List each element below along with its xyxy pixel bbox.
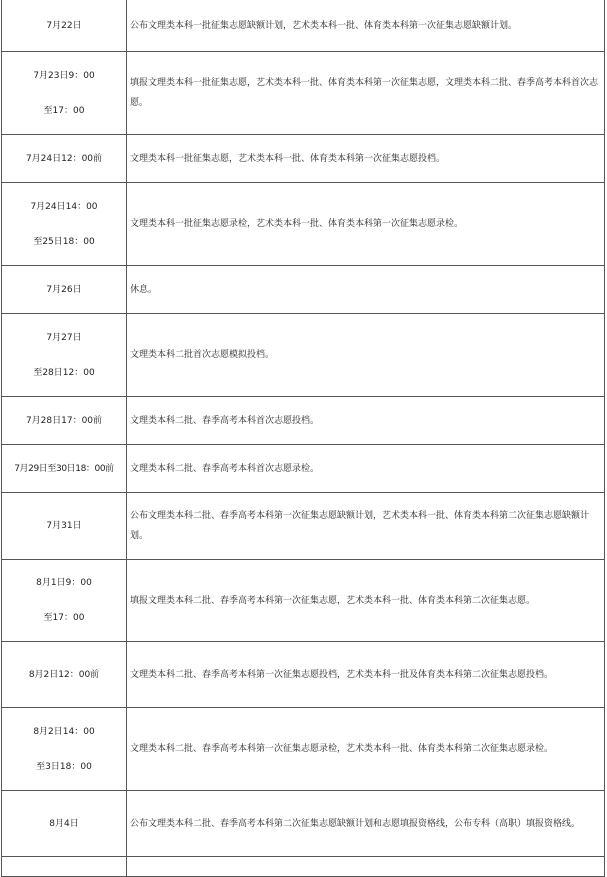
description-cell: 文理类本科一批征集志愿，艺术类本科一批、体育类本科第一次征集志愿投档。 [127,135,605,183]
description-cell: 文理类本科二批、春季高考本科首次志愿录检。 [127,445,605,493]
time-text: 至17：00 [43,613,85,623]
table-row [2,135,605,183]
time-cell [2,183,127,266]
time-text: 7月23日9：00 [33,70,95,81]
table-row [2,642,605,708]
time-cell [2,560,127,642]
description-cell: 填报文理类本科二批、春季高考本科第一次征集志愿，艺术类本科一批、体育类本科第二次征集志愿。 [127,560,605,642]
table-row [2,708,605,791]
description-cell: 公布文理类本科二批、春季高考本科第一次征集志愿缺额计划，艺术类本科一批、体育类本科第二次征集志愿缺额计划。 [127,493,605,560]
time-cell [2,642,127,708]
time-text: 7月27日 [46,332,82,343]
table-row [2,397,605,445]
table-row [2,0,605,52]
time-cell [2,708,127,791]
table-row [2,183,605,266]
time-text: 至17：00 [43,105,85,116]
table-row [2,52,605,135]
description-cell: 文理类本科二批、春季高考本科第一次征集志愿投档，艺术类本科一批及体育类本科第二次征集志愿投档。 [127,642,605,708]
time-text: 8月1日9：00 [36,578,92,588]
time-text: 至28日12：00 [33,367,95,378]
time-cell [2,791,127,857]
time-text: 8月2日14：00 [33,726,95,737]
time-cell [2,135,127,183]
time-cell [2,493,127,560]
time-text: 7月24日14：00 [30,201,98,212]
description-cell: 公布文理类本科一批征集志愿缺额计划，艺术类本科一批、体育类本科第一次征集志愿缺额计划。 [127,0,605,52]
time-cell [2,397,127,445]
table-row [2,493,605,560]
time-text: 7月28日17：00前 [25,415,103,426]
time-cell [2,857,127,877]
time-cell [2,52,127,135]
time-text: 7月29日至30日18：00前 [14,463,114,474]
description-cell: 文理类本科二批、春季高考本科首次志愿投档。 [127,397,605,445]
description-cell: 休息。 [127,266,605,314]
time-cell [2,266,127,314]
description-cell [127,857,605,877]
time-text: 7月26日 [46,284,82,295]
time-text: 至25日18：00 [33,236,95,247]
table-row [2,857,605,877]
description-cell: 填报文理类本科一批征集志愿，艺术类本科一批、体育类本科第一次征集志愿，文理类本科二批、春季高考本科首次志愿。 [127,52,605,135]
time-cell [2,314,127,397]
description-cell: 文理类本科二批首次志愿模拟投档。 [127,314,605,397]
time-text: 至3日18：00 [36,761,92,772]
description-cell: 文理类本科二批、春季高考本科第一次征集志愿录检，艺术类本科一批、体育类本科第二次征集志愿录检。 [127,708,605,791]
schedule-table [1,0,605,877]
time-cell [2,445,127,493]
time-text: 8月2日12：00前 [28,669,100,680]
time-text: 7月22日 [46,20,82,31]
time-text: 7月31日 [46,521,82,531]
time-text: 7月24日12：00前 [25,153,103,164]
table-row [2,791,605,857]
time-cell [2,0,127,52]
description-cell: 公布文理类本科二批、春季高考本科第二次征集志愿缺额计划和志愿填报资格线，公布专科（高职）填报资格线。 [127,791,605,857]
description-cell: 文理类本科一批征集志愿录检，艺术类本科一批、体育类本科第一次征集志愿录检。 [127,183,605,266]
table-row [2,445,605,493]
table-row [2,266,605,314]
time-text: 8月4日 [49,818,79,829]
table-row [2,314,605,397]
table-row [2,560,605,642]
